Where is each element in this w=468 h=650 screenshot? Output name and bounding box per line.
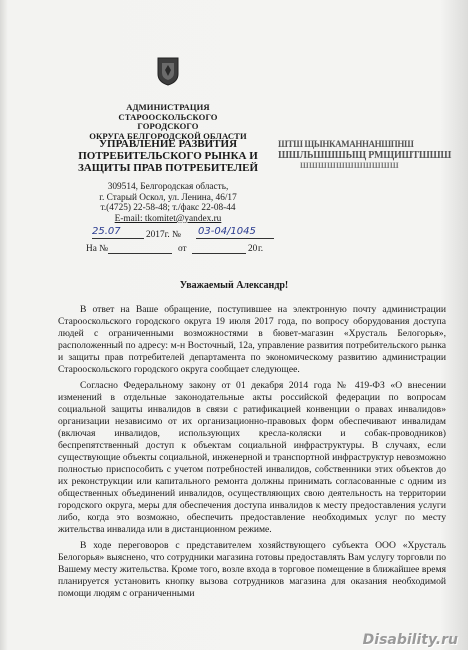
dept-line: ПОТРЕБИТЕЛЬСКОГО РЫНКА И	[78, 150, 258, 162]
handwritten-number: 03-04/1045	[198, 226, 256, 237]
ref-year-suffix: г.	[258, 244, 264, 254]
recipient-line: ШШЛЬШШШЫЩ РМЩИШТШШШ	[278, 150, 452, 161]
paragraph: В ответ на Ваше обращение, поступившее на электронную почту администрации Старооскольского городского округа 19 июля 2017 года, по вопросу оборудования доступа людей с ограниченными возможностями в бювет-магазин «Хрусталь Белогорья», расположенный по адресу: м-н Восточный, 12а, управление развития потребительского рынка и защиты прав потребителей департамента по экономическому развитию администрации Старооскольского городского округа сообщает следующее.	[58, 304, 446, 375]
coat-of-arms-icon	[156, 56, 180, 86]
ref-label: На №	[86, 244, 109, 254]
handwritten-date: 25.07	[92, 226, 121, 237]
address-line: г. Старый Оскол, ул. Ленина, 46/17	[99, 192, 237, 203]
email-line: E-mail: tkomitet@yandex.ru	[114, 213, 222, 224]
greeting: Уважаемый Александр!	[179, 280, 289, 291]
org-line: АДМИНИСТРАЦИЯ	[126, 102, 210, 112]
org-name	[88, 103, 248, 141]
address-line: 309514, Белгородская область,	[107, 182, 229, 192]
year-label: 2017г. №	[146, 230, 181, 240]
recipient-line: ШТШ ЩЫНКАМАННАНШПНШ	[278, 139, 414, 149]
reference-line	[86, 244, 286, 256]
paragraph: Согласно Федеральному закону от 01 декабря 2014 года № 419-ФЗ «О внесении изменений в отдельные законодательные акты российской федерации по вопросам социальной защиты инвалидов в связи с ратификацией конвенции о правах инвалидов» организации независимо от их организационно-правовых форм обеспечивают инвалидам (включая инвалидов, использующих кресла-коляски и собак-проводников) беспрепятственный доступ к объектам социальной инфраструктуры. В случаях, если существующие объекты социальной, инженерной и транспортной инфраструктур невозможно полностью приспособить с учетом потребностей инвалидов, собственники этих объектов до их реконструкции или капитального ремонта должны принимать согласованные с одним из общественных объединений инвалидов, осуществляющих свою деятельность на территории городского округа, меры для обеспечения доступа инвалидов к месту предоставления услуги либо, когда это возможно, обеспечить предоставление необходимых услуг по месту жительства инвалида или в дистанционном режиме.	[58, 380, 446, 535]
dept-line: ЗАЩИТЫ ПРАВ ПОТРЕБИТЕЛЕЙ	[77, 162, 259, 174]
address-line: т.(4725) 22-58-48; т./факс 22-08-44	[100, 203, 236, 214]
dept-line: УПРАВЛЕНИЕ РАЗВИТИЯ	[98, 138, 238, 150]
ref-year: 20	[248, 244, 258, 254]
department-name	[76, 138, 260, 174]
org-line: СТАРООСКОЛЬСКОГО ГОРОДСКОГО	[118, 111, 218, 132]
letter-body	[58, 304, 446, 600]
address-block	[76, 182, 260, 224]
ref-from-label: от	[178, 244, 187, 254]
paragraph: В ходе переговоров с представителем хозяйствующего субъекта ООО «Хрусталь Белогорья» выяснено, что сотрудники магазина готовы предоставлять Вам услугу торговли по Вашему месту жительства. Кроме того, возле входа в торговое помещение в ближайшее время планируется установить кнопку вызова сотрудников магазина для оказания необходимой помощи людям с ограниченными	[58, 540, 446, 599]
recipient-block	[278, 139, 458, 170]
recipient-line: ШШШШШШШШШШШ	[300, 161, 399, 170]
site-watermark: Disability.ru	[362, 632, 458, 648]
outgoing-number-line	[92, 226, 292, 242]
org-line: ОКРУГА БЕЛГОРОДСКОЙ ОБЛАСТИ	[89, 130, 247, 141]
